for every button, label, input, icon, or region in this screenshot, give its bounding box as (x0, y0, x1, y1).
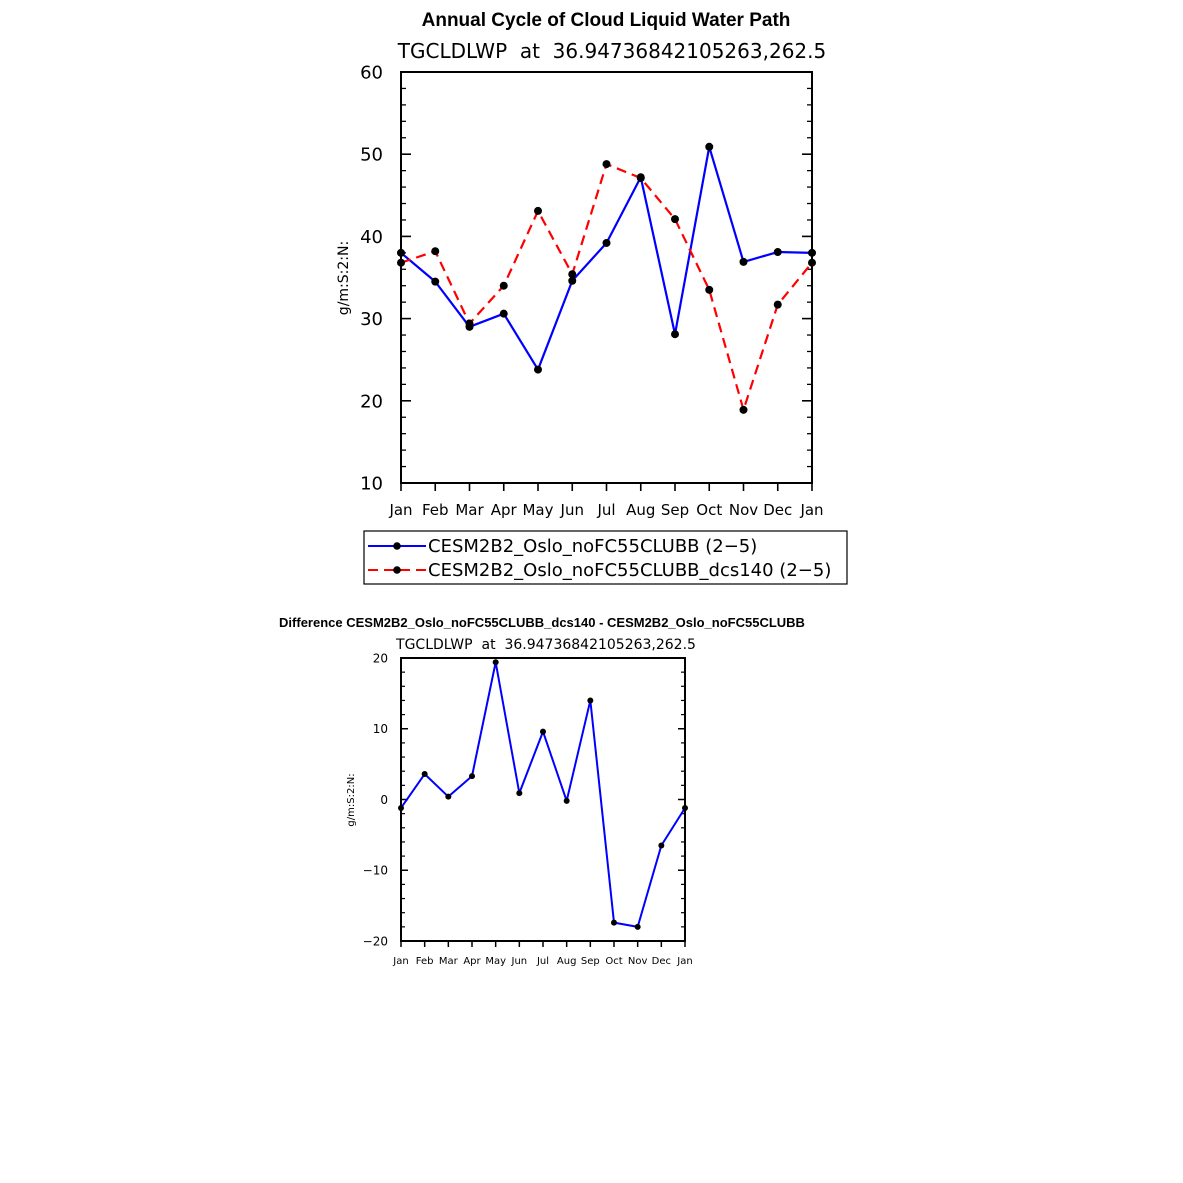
chart2-ylabel: g/m:S:2:N: (346, 773, 357, 827)
chart1-xtick-label: Apr (490, 501, 517, 519)
chart1-series-2-point (534, 207, 542, 215)
chart2-series-1-line (401, 662, 685, 927)
chart2-series-1-point (493, 659, 499, 665)
chart1-xtick-label: Jan (800, 501, 824, 519)
legend-marker-series-1 (393, 542, 401, 550)
chart1-ytick-label: 40 (360, 226, 383, 248)
legend-marker-series-2 (393, 566, 401, 574)
chart2-xtick-label: Mar (438, 956, 458, 967)
chart2-ytick-label: −10 (362, 863, 388, 878)
chart1-series-1-point (431, 278, 439, 286)
chart1-xtick-label: Jan (389, 501, 413, 519)
chart2-subtitle: TGCLDLWP at 36.94736842105263,262.5 (396, 637, 696, 653)
chart2-series-1-point (611, 920, 617, 926)
chart1-xtick-label: Nov (728, 501, 759, 519)
chart1-legend (364, 531, 847, 584)
chart2-xtick-label: May (485, 956, 507, 967)
chart1-frame (401, 72, 812, 483)
chart2-xtick-label: Jan (677, 956, 693, 967)
chart1-series-1-point (740, 258, 748, 266)
legend-label-series-1: CESM2B2_Oslo_noFC55CLUBB (2−5) (428, 536, 758, 557)
chart1-xtick-label: Mar (455, 501, 484, 519)
chart1-series-2-point (808, 259, 816, 267)
chart2-ytick-label: 20 (372, 651, 388, 666)
chart2-frame (401, 658, 685, 941)
chart2-series-1-point (469, 773, 475, 779)
chart2-xtick-label: Oct (605, 956, 623, 967)
chart2-xtick-label: Jul (536, 956, 550, 967)
legend-label-series-2: CESM2B2_Oslo_noFC55CLUBB_dcs140 (2−5) (428, 560, 832, 581)
chart2-series-1-point (658, 842, 664, 848)
chart2-xtick-label: Nov (627, 956, 648, 967)
chart1-xtick-label: Jul (597, 501, 616, 519)
chart1-series-1-point (808, 249, 816, 257)
chart1-ylabel: g/m:S:2:N: (336, 240, 352, 316)
chart2-series-1-point (516, 790, 522, 796)
chart1-series-2-point (603, 160, 611, 168)
chart2-series-1-point (587, 697, 593, 703)
chart2-xtick-label: Apr (463, 956, 481, 967)
chart1-series-2-line (401, 164, 812, 410)
chart1-xtick-label: Jun (560, 501, 584, 519)
chart2-xtick-label: Feb (415, 956, 434, 967)
chart1-series-2-point (740, 406, 748, 414)
chart2-series-1-point (540, 729, 546, 735)
chart2-xtick-label: Dec (651, 956, 672, 967)
chart1-series-2-point (431, 247, 439, 255)
chart1-ytick-label: 60 (360, 62, 383, 84)
chart1-series-1-point (500, 310, 508, 318)
chart1-series-1-point (705, 143, 713, 151)
chart1-series-1-point (774, 248, 782, 256)
chart1-xtick-label: Sep (660, 501, 690, 519)
chart2-series-1-point (635, 924, 641, 930)
chart2-series-1-point (564, 798, 570, 804)
chart2-series-1-point (445, 794, 451, 800)
chart1-xtick-label: Dec (763, 501, 793, 519)
chart1-xtick-label: May (522, 501, 554, 519)
chart2-plot (363, 651, 693, 967)
chart2-xtick-label: Jan (393, 956, 409, 967)
chart2-series-1-point (682, 805, 688, 811)
chart2-ytick-label: −20 (362, 934, 388, 949)
chart1-series-2-point (500, 282, 508, 290)
chart1-series-1-point (397, 249, 405, 257)
chart1-plot (360, 62, 823, 519)
chart1-series-1-line (401, 147, 812, 370)
chart1-series-2-point (466, 320, 474, 328)
chart1-title: Annual Cycle of Cloud Liquid Water Path (421, 10, 791, 31)
chart1-xtick-label: Oct (696, 501, 723, 519)
chart2-xtick-label: Aug (556, 956, 577, 967)
chart1-ytick-label: 20 (360, 391, 383, 413)
chart1-series-2-point (568, 270, 576, 278)
chart2-title: Difference CESM2B2_Oslo_noFC55CLUBB_dcs140 - CESM2B2_Oslo_noFC55CLUBB (279, 615, 805, 630)
chart1-series-2-point (397, 259, 405, 267)
chart1-ytick-label: 50 (360, 144, 383, 166)
chart1-ytick-label: 30 (360, 309, 383, 331)
chart1-series-2-point (637, 174, 645, 182)
chart1-series-1-point (534, 366, 542, 374)
chart2-series-1-point (398, 805, 404, 811)
chart1-series-2-point (774, 301, 782, 309)
chart1-ytick-label: 10 (360, 473, 383, 495)
chart2-xtick-label: Jun (511, 956, 528, 967)
chart2-xtick-label: Sep (580, 956, 600, 967)
chart2-ytick-label: 10 (372, 722, 388, 737)
chart1-series-2-point (705, 286, 713, 294)
chart1-series-1-point (671, 330, 679, 338)
chart2-series-1-point (422, 771, 428, 777)
chart2-ytick-label: 0 (380, 792, 388, 807)
chart1-xtick-label: Feb (421, 501, 449, 519)
chart1-series-1-point (603, 239, 611, 247)
chart1-xtick-label: Aug (626, 501, 656, 519)
chart1-subtitle: TGCLDLWP at 36.94736842105263,262.5 (397, 39, 827, 63)
chart1-series-2-point (671, 215, 679, 223)
